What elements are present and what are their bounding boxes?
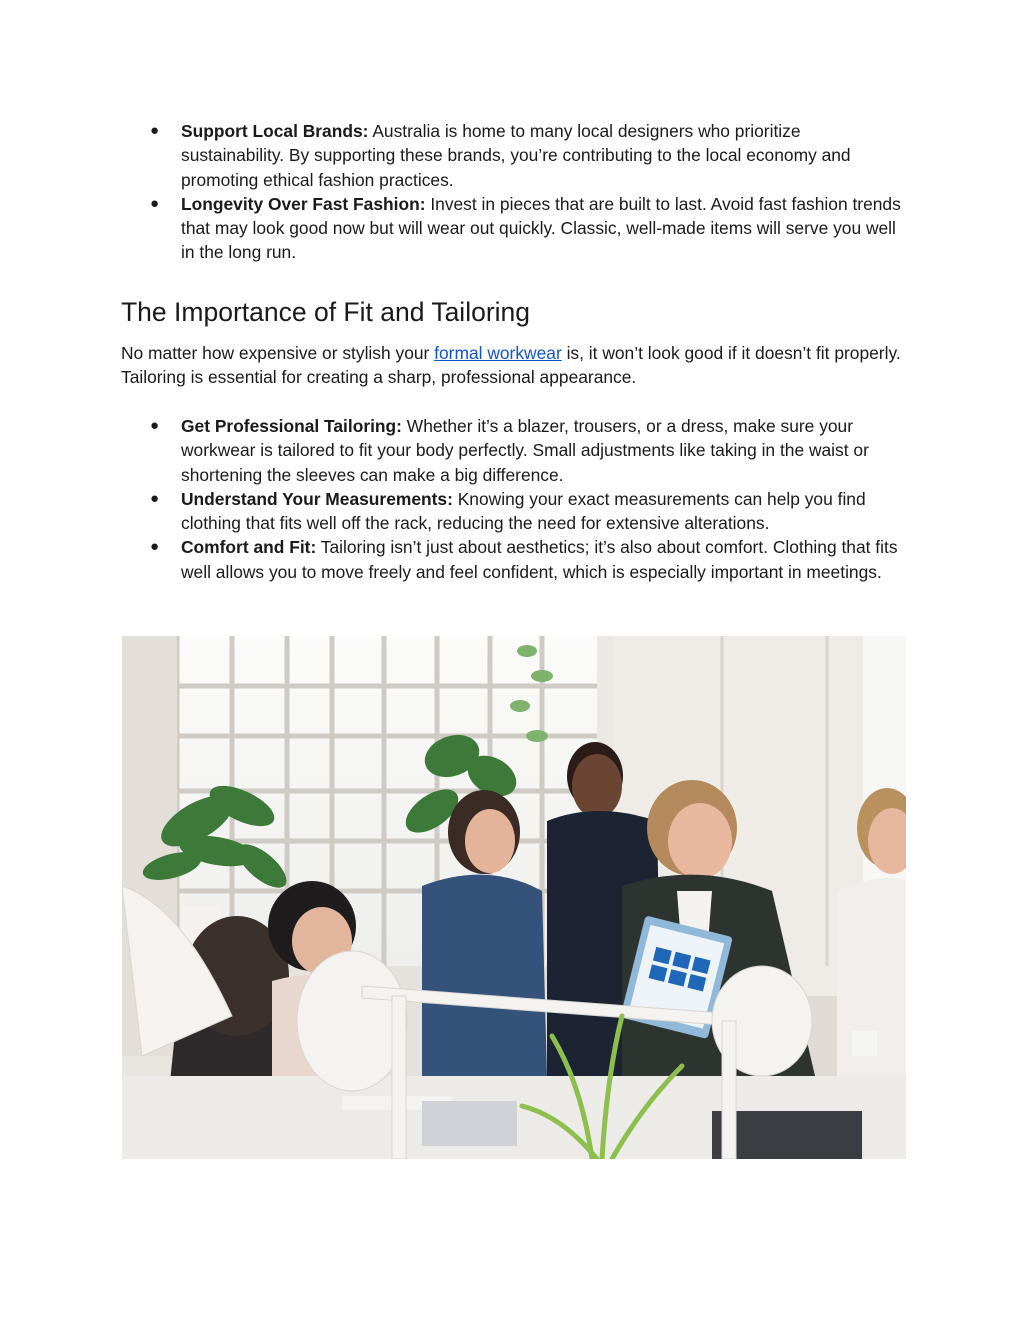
list-item-text: Invest in pieces that are built to last. Avoid fast fashion trends that may look good now but will wear out quickly. Classic, well-made items will serve you well in the long run. [181, 193, 901, 263]
bullet-icon: ● [150, 417, 160, 434]
section-heading: The Importance of Fit and Tailoring [121, 297, 531, 327]
bullet-icon: ● [150, 194, 160, 212]
list-item [121, 119, 906, 192]
bullet-icon: ● [150, 489, 160, 507]
list-item-text: Tailoring isn’t just about aesthetics; it’s also about comfort. Clothing that fits well allows you to move freely and feel confident, which is especially important in meetings. [181, 537, 898, 582]
list-item [121, 487, 911, 536]
formal-workwear-link[interactable]: formal workwear [434, 343, 562, 363]
list-item-title: Understand Your Measurements: [181, 488, 453, 509]
intro-text-after: is, it won’t look good if it doesn’t fit properly. Tailoring is essential for creating a sharp, professional appearance. [121, 343, 901, 388]
list-item-text: Whether it’s a blazer, trousers, or a dress, make sure your workwear is tailored to fit your body perfectly. Small adjustments like taking in the waist or shortening the sleeves can make a big difference. [181, 416, 869, 485]
list-item-title: Support Local Brands: [181, 121, 369, 141]
list-item-text: Knowing your exact measurements can help you find clothing that fits well off the rack, reducing the need for extensive alterations. [181, 488, 866, 534]
section-intro [121, 341, 911, 390]
list-item-title: Get Professional Tailoring: [181, 416, 402, 436]
bullet-list-bottom [121, 414, 911, 584]
list-item [121, 192, 906, 265]
list-item-title: Longevity Over Fast Fashion: [181, 193, 426, 214]
office-team-photo [122, 636, 906, 1159]
list-item [121, 535, 911, 584]
bullet-icon: ● [150, 538, 160, 556]
bullet-list-top [121, 119, 906, 265]
list-item [121, 414, 911, 487]
intro-text-before: No matter how expensive or stylish your [121, 343, 435, 363]
list-item-text: Australia is home to many local designers who prioritize sustainability. By supporting these brands, you’re contributing to the local economy and promoting ethical fashion practices. [181, 121, 851, 190]
list-item-title: Comfort and Fit: [181, 537, 317, 558]
bullet-icon: ● [150, 122, 160, 139]
